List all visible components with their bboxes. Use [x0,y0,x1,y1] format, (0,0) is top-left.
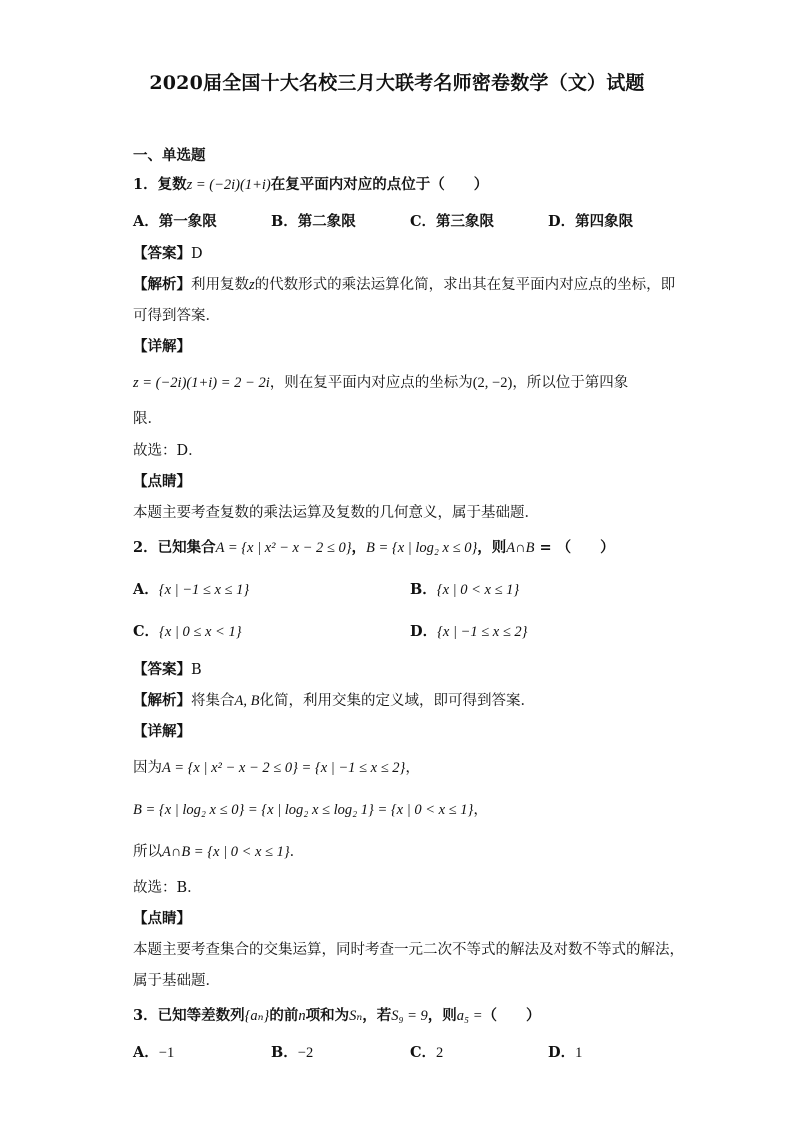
q2-comment-line2: 属于基础题． [133,973,220,989]
detail-text: 所以 [133,844,162,860]
q2-option-a [133,580,249,600]
s9-formula: S₉ = 9 [391,1008,428,1024]
stem-text: （ ） [482,1007,541,1024]
detail-text: ，则在复平面内对应点的坐标为 [269,375,473,391]
detail-text: ， [473,802,488,818]
q2-option-c [133,622,242,642]
a5-formula: a₅ = [456,1008,483,1024]
detail-formula: A = {x | x² − x − 2 ≤ 0} = {x | −1 ≤ x ≤ 2} [162,760,406,776]
set-a-formula: A = {x | x² − x − 2 ≤ 0} [215,540,352,556]
detail-text: ． [289,844,305,860]
stem-text: ，则 [477,539,507,556]
q2-option-d [410,622,527,642]
q1-option-c: C．第三象限 [410,213,495,230]
stem-text: 复数 [157,176,187,193]
analysis-text: 的代数形式的乘法运算化简，求出其在复平面内对应点的坐标，即 [254,277,676,293]
q1-option-a: A．第一象限 [133,213,217,230]
q1-detail-line2: 限． [133,411,162,427]
intersection-symbol: A∩B [506,540,535,556]
option-value: −2 [297,1045,314,1061]
option-label: A． [133,1044,159,1061]
stem-text: = （ ） [534,539,615,556]
option-value: −1 [158,1045,175,1061]
option-label: D． [410,623,438,640]
q1-option-b: B．第二象限 [271,213,356,230]
q1-analysis-line1 [133,275,675,295]
option-label: C． [410,1044,437,1061]
stem-comma: ， [351,539,366,556]
detail-text: ，所以位于第四象 [512,375,629,391]
option-label: C． [133,623,160,640]
q2-analysis [133,691,535,711]
q1-detail-line1 [133,373,628,393]
detail-point: (2, −2) [472,375,513,391]
question-number: 1． [133,176,158,193]
stem-text: 的前 [269,1007,299,1024]
question-2-stem [133,538,615,558]
stem-text: ，若 [362,1007,392,1024]
q2-comment-line1: 本题主要考查集合的交集运算，同时考查一元二次不等式的解法及对数不等式的解法， [133,942,684,958]
q1-comment: 本题主要考查复数的乘法运算及复数的几何意义，属于基础题． [133,505,539,521]
stem-text: 已知集合 [157,539,216,556]
section-heading: 一、单选题 [133,147,206,164]
question-number: 3． [133,1007,158,1024]
answer-value: B [191,662,202,678]
q3-option-b [271,1043,313,1063]
q3-option-a [133,1043,174,1063]
analysis-text: 化简，利用交集的定义域，即可得到答案． [259,693,535,709]
q1-answer [133,244,203,264]
q2-answer [133,660,202,680]
question-3-stem [133,1006,541,1026]
q2-detail-tag: 【详解】 [133,723,191,740]
option-label: A． [133,581,159,598]
analysis-text: 将集合 [191,693,235,709]
detail-formula: B = {x | log₂ x ≤ 0} = {x | log₂ x ≤ log₂ 1} = {x | 0 < x ≤ 1} [133,802,474,818]
q2-comment-tag: 【点睛】 [133,910,191,927]
stem-text: 在复平面内对应的点位于（ ） [270,176,489,193]
q1-choose: 故选：D． [133,443,203,459]
option-label: B． [410,581,437,598]
detail-text: ， [405,760,420,776]
option-formula: {x | 0 ≤ x < 1} [159,624,242,640]
option-formula: {x | −1 ≤ x ≤ 1} [158,582,250,598]
q1-detail-tag: 【详解】 [133,338,191,355]
q1-option-d: D．第四象限 [548,213,634,230]
detail-formula: A∩B = {x | 0 < x ≤ 1} [162,844,290,860]
option-formula: {x | 0 < x ≤ 1} [436,582,520,598]
answer-value: D [191,246,203,262]
analysis-text: 利用复数 [191,277,249,293]
analysis-var: A, B [234,693,260,709]
detail-formula: z = (−2i)(1+i) = 2 − 2i [133,375,270,391]
q3-option-c [410,1043,443,1063]
n-symbol: n [298,1008,306,1024]
stem-text: 已知等差数列 [157,1007,245,1024]
answer-tag: 【答案】 [133,661,191,678]
stem-text: 项和为 [305,1007,350,1024]
q2-detail-line1 [133,758,420,778]
option-value: 1 [575,1045,583,1061]
option-label: D． [548,1044,576,1061]
analysis-var: z [249,277,255,293]
analysis-tag: 【解析】 [133,692,191,709]
q2-detail-line3 [133,842,304,862]
analysis-tag: 【解析】 [133,276,191,293]
option-label: B． [271,1044,298,1061]
q2-option-b [410,580,519,600]
stem-text: ，则 [427,1007,457,1024]
stem-formula: z = (−2i)(1+i) [186,177,271,193]
sn-symbol: Sₙ [349,1008,363,1024]
sequence-symbol: {aₙ} [244,1008,270,1024]
q2-detail-line2 [133,800,488,820]
page-title: 2020届全国十大名校三月大联考名师密卷数学（文）试题 [149,72,645,94]
q1-analysis-line2: 可得到答案． [133,308,220,324]
q1-comment-tag: 【点睛】 [133,473,191,490]
option-formula: {x | −1 ≤ x ≤ 2} [437,624,528,640]
answer-tag: 【答案】 [133,245,191,262]
q2-choose: 故选：B． [133,880,202,896]
q3-option-d [548,1043,582,1063]
question-number: 2． [133,539,158,556]
question-1-stem [133,175,488,195]
option-value: 2 [436,1045,444,1061]
set-b-formula: B = {x | log₂ x ≤ 0} [366,540,478,556]
detail-text: 因为 [133,760,162,776]
